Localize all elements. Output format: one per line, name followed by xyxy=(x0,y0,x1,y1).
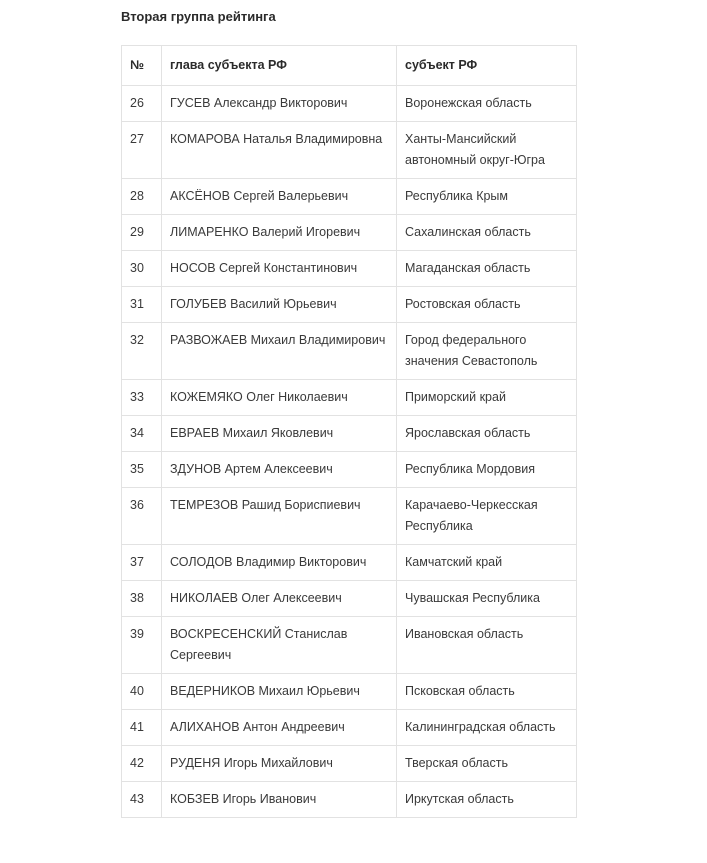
row-number: 30 xyxy=(122,251,162,287)
row-number: 33 xyxy=(122,380,162,416)
row-number: 42 xyxy=(122,746,162,782)
row-region: Город федерального значения Севастополь xyxy=(397,323,577,380)
row-region: Республика Крым xyxy=(397,179,577,215)
table-row xyxy=(122,617,577,674)
row-region: Воронежская область xyxy=(397,86,577,122)
column-header-region: субъект РФ xyxy=(397,46,577,86)
row-head-name: СОЛОДОВ Владимир Викторович xyxy=(162,545,397,581)
table-row xyxy=(122,287,577,323)
row-region: Калининградская область xyxy=(397,710,577,746)
row-region: Иркутская область xyxy=(397,782,577,818)
row-number: 43 xyxy=(122,782,162,818)
row-number: 28 xyxy=(122,179,162,215)
column-header-number: № xyxy=(122,46,162,86)
table-row xyxy=(122,380,577,416)
row-region: Камчатский край xyxy=(397,545,577,581)
row-head-name: ЛИМАРЕНКО Валерий Игоревич xyxy=(162,215,397,251)
row-region: Магаданская область xyxy=(397,251,577,287)
table-row xyxy=(122,581,577,617)
row-head-name: ВЕДЕРНИКОВ Михаил Юрьевич xyxy=(162,674,397,710)
row-region: Приморский край xyxy=(397,380,577,416)
row-head-name: РУДЕНЯ Игорь Михайлович xyxy=(162,746,397,782)
table-row xyxy=(122,674,577,710)
table-row xyxy=(122,710,577,746)
row-head-name: АЛИХАНОВ Антон Андреевич xyxy=(162,710,397,746)
table-row xyxy=(122,452,577,488)
row-head-name: КОБЗЕВ Игорь Иванович xyxy=(162,782,397,818)
table-body xyxy=(122,86,577,818)
row-number: 31 xyxy=(122,287,162,323)
row-head-name: ВОСКРЕСЕНСКИЙ Станислав Сергеевич xyxy=(162,617,397,674)
row-region: Ростовская область xyxy=(397,287,577,323)
table-row xyxy=(122,122,577,179)
row-head-name: НИКОЛАЕВ Олег Алексеевич xyxy=(162,581,397,617)
table-row xyxy=(122,488,577,545)
row-region: Сахалинская область xyxy=(397,215,577,251)
table-header-row xyxy=(122,46,577,86)
table-row xyxy=(122,86,577,122)
table-row xyxy=(122,251,577,287)
table-row xyxy=(122,215,577,251)
row-head-name: НОСОВ Сергей Константинович xyxy=(162,251,397,287)
row-head-name: ЗДУНОВ Артем Алексеевич xyxy=(162,452,397,488)
row-head-name: РАЗВОЖАЕВ Михаил Владимирович xyxy=(162,323,397,380)
row-head-name: ГОЛУБЕВ Василий Юрьевич xyxy=(162,287,397,323)
row-head-name: КОЖЕМЯКО Олег Николаевич xyxy=(162,380,397,416)
row-number: 41 xyxy=(122,710,162,746)
row-number: 37 xyxy=(122,545,162,581)
row-region: Чувашская Республика xyxy=(397,581,577,617)
column-header-head: глава субъекта РФ xyxy=(162,46,397,86)
table-row xyxy=(122,746,577,782)
section-heading: Вторая группа рейтинга xyxy=(121,9,276,24)
row-head-name: АКСЁНОВ Сергей Валерьевич xyxy=(162,179,397,215)
row-head-name: ТЕМРЕЗОВ Рашид Бориспиевич xyxy=(162,488,397,545)
row-number: 39 xyxy=(122,617,162,674)
row-number: 36 xyxy=(122,488,162,545)
row-number: 29 xyxy=(122,215,162,251)
table-row xyxy=(122,323,577,380)
table-row xyxy=(122,545,577,581)
table-row xyxy=(122,179,577,215)
row-number: 27 xyxy=(122,122,162,179)
row-head-name: КОМАРОВА Наталья Владимировна xyxy=(162,122,397,179)
row-number: 32 xyxy=(122,323,162,380)
row-number: 40 xyxy=(122,674,162,710)
rating-table xyxy=(121,45,577,818)
table-row xyxy=(122,416,577,452)
row-region: Республика Мордовия xyxy=(397,452,577,488)
row-region: Тверская область xyxy=(397,746,577,782)
row-region: Ярославская область xyxy=(397,416,577,452)
row-number: 35 xyxy=(122,452,162,488)
table-row xyxy=(122,782,577,818)
row-head-name: ЕВРАЕВ Михаил Яковлевич xyxy=(162,416,397,452)
row-region: Карачаево-Черкесская Республика xyxy=(397,488,577,545)
row-head-name: ГУСЕВ Александр Викторович xyxy=(162,86,397,122)
row-number: 38 xyxy=(122,581,162,617)
row-number: 26 xyxy=(122,86,162,122)
row-region: Псковская область xyxy=(397,674,577,710)
row-region: Ханты-Мансийский автономный округ-Югра xyxy=(397,122,577,179)
row-number: 34 xyxy=(122,416,162,452)
row-region: Ивановская область xyxy=(397,617,577,674)
